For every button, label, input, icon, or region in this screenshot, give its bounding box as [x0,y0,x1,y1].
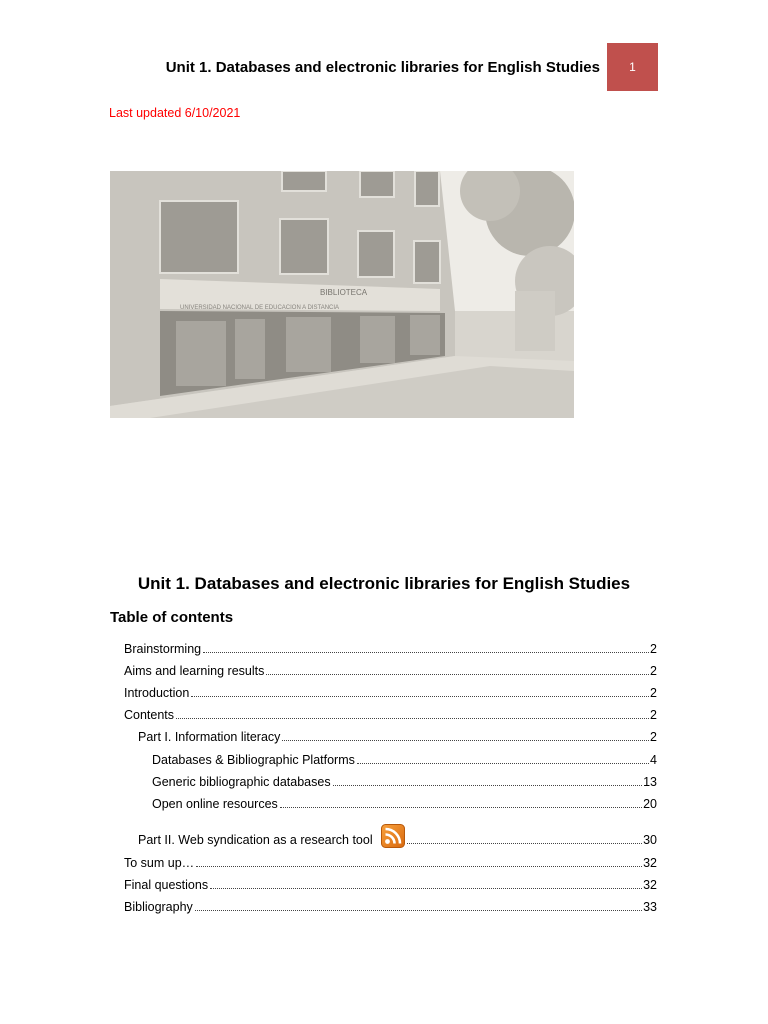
toc-leader [282,740,649,741]
toc-leader [210,888,642,889]
toc-entry-aims[interactable] [124,661,657,679]
toc-entry-generic-databases[interactable] [152,772,657,790]
toc-page: 32 [643,856,657,870]
toc-entry-databases[interactable] [152,750,657,768]
toc-label: Part I. Information literacy [138,730,281,744]
sign-bottom: UNIVERSIDAD NACIONAL DE EDUCACION A DISTANCIA [180,305,340,311]
toc-page: 2 [650,730,657,744]
toc-leader [176,718,649,719]
toc-label: Part II. Web syndication as a research tool [138,833,373,847]
toc-leader [333,785,643,786]
toc-label: Final questions [124,878,209,892]
toc-page: 13 [643,775,657,789]
toc-entry-contents[interactable] [124,705,657,723]
toc-page: 20 [643,797,657,811]
toc-label: Bibliography [124,900,193,914]
toc-entry-part-2[interactable] [138,818,657,848]
toc-entry-part-1[interactable] [138,727,657,745]
toc-leader [357,763,649,764]
toc-heading: Table of contents [110,609,234,626]
toc-leader [280,807,642,808]
library-building-photo [110,171,574,418]
last-updated-note: Last updated 6/10/2021 [109,106,241,120]
sign-top: BIBLIOTECA [320,288,368,297]
toc-label: Contents [124,708,175,722]
toc-page: 33 [643,900,657,914]
toc-leader [407,843,642,844]
toc-page: 30 [643,833,657,847]
toc-entry-brainstorming[interactable] [124,639,657,657]
toc-leader [203,652,649,653]
toc-page: 2 [650,686,657,700]
document-title: Unit 1. Databases and electronic libraries for English Studies [137,574,631,593]
toc-label: Introduction [124,686,190,700]
page-number-badge [607,43,658,91]
toc-leader [195,910,642,911]
header-title: Unit 1. Databases and electronic libraries for English Studies [165,59,600,76]
toc-label: Open online resources [152,797,278,811]
page-number: 1 [629,60,636,74]
toc-page: 2 [650,642,657,656]
toc-entry-bibliography[interactable] [124,897,657,915]
toc-entry-final-questions[interactable] [124,875,657,893]
toc-label: Brainstorming [124,642,202,656]
toc-page: 2 [650,708,657,722]
toc-leader [191,696,649,697]
toc-leader [266,674,649,675]
toc-label: Generic bibliographic databases [152,775,331,789]
toc-label: To sum up… [124,856,195,870]
toc-page: 2 [650,664,657,678]
toc-label: Databases & Bibliographic Platforms [152,753,355,767]
toc-entry-open-resources[interactable] [152,794,657,812]
rss-icon [381,824,405,848]
toc-entry-sum-up[interactable] [124,853,657,871]
toc-label: Aims and learning results [124,664,265,678]
toc-leader [196,866,642,867]
toc-page: 32 [643,878,657,892]
toc-page: 4 [650,753,657,767]
toc-entry-introduction[interactable] [124,683,657,701]
